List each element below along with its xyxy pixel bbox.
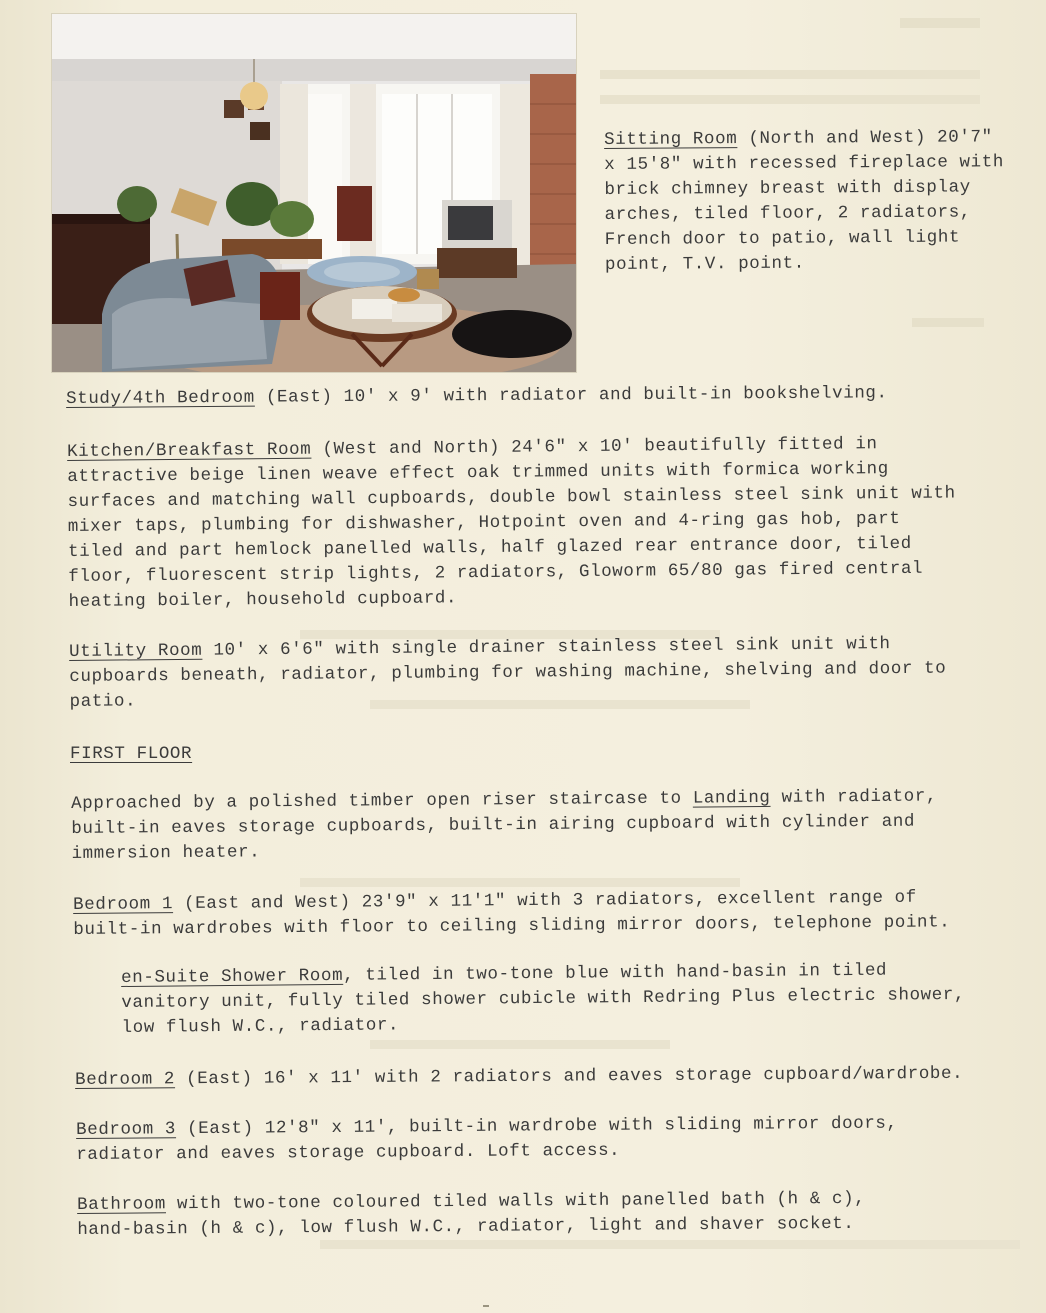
bedroom3-heading: Bedroom 3 bbox=[76, 1119, 177, 1140]
bedroom2-heading: Bedroom 2 bbox=[75, 1069, 176, 1090]
bedroom3-description: Bedroom 3 (East) 12'8" x 11', built-in wardrobe with sliding mirror doors, radiator and eaves storage cupboard. Loft access. bbox=[76, 1113, 898, 1165]
kitchen-description: Kitchen/Breakfast Room (West and North) 24'6" x 10' beautifully fitted in attractive beige linen weave effect oak trimmed units with formica working surfaces and matching wall cupboards, double bowl stainless steel sink unit with mixer taps, plumbing for dishwasher, Hotpoint oven and 4-ring gas hob, part tiled and part hemlock panelled walls, half glazed rear entrance door, tiled floor, fluorescent strip lights, 2 radiators, Gloworm 65/80 gas fired central heating boiler, household cupboard. bbox=[67, 434, 956, 612]
landing-heading: Landing bbox=[692, 787, 771, 809]
first-floor-heading: FIRST FLOOR bbox=[70, 744, 193, 764]
page-mark bbox=[483, 1305, 489, 1307]
utility-description: Utility Room 10' x 6'6" with single drainer stainless steel sink unit with cupboards beneath, radiator, plumbing for washing machine, shelving and door to patio. bbox=[69, 634, 947, 712]
sitting-room-heading: Sitting Room bbox=[604, 129, 738, 150]
kitchen-heading: Kitchen/Breakfast Room bbox=[67, 439, 312, 462]
bedroom1-heading: Bedroom 1 bbox=[73, 894, 174, 915]
bedroom1-description: Bedroom 1 (East and West) 23'9" x 11'1" with 3 radiators, excellent range of built-in wardrobes with floor to ceiling sliding mirror doors, telephone point. bbox=[73, 887, 951, 940]
first-floor-section bbox=[70, 742, 192, 767]
ensuite-heading: en-Suite Shower Room bbox=[121, 965, 344, 988]
ensuite-description: en-Suite Shower Room, tiled in two-tone blue with hand-basin in tiled vanitory unit, fully tiled shower cubicle with Redring Plus electric shower, low flush W.C., radiator. bbox=[121, 960, 966, 1038]
bathroom-heading: Bathroom bbox=[77, 1194, 166, 1215]
utility-heading: Utility Room bbox=[69, 640, 203, 662]
bathroom-description: Bathroom with two-tone coloured tiled walls with panelled bath (h & c), hand-basin (h & c), low flush W.C., radiator, light and shaver socket. bbox=[77, 1188, 866, 1240]
landing-description: Approached by a polished timber open riser staircase to Landing with radiator, built-in eaves storage cupboards, built-in airing cupboard with cylinder and immersion heater. bbox=[71, 786, 938, 864]
sitting-room-description: Sitting Room (North and West) 20'7" x 15'8" with recessed fireplace with brick chimney breast with display arches, tiled floor, 2 radiators, French door to patio, wall light point, T.V. point. bbox=[604, 127, 1004, 275]
bedroom2-description: Bedroom 2 (East) 16' x 11' with 2 radiators and eaves storage cupboard/wardrobe. bbox=[75, 1063, 964, 1090]
study-heading: Study/4th Bedroom bbox=[66, 387, 255, 409]
study-description: Study/4th Bedroom (East) 10' x 9' with radiator and built-in bookshelving. bbox=[66, 383, 888, 409]
sitting-room-photo bbox=[52, 14, 576, 372]
